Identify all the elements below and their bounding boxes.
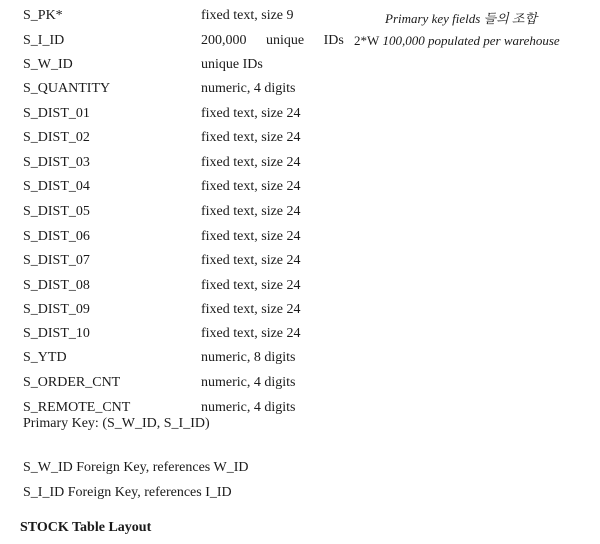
field-name: S_DIST_03: [23, 155, 90, 170]
field-description: fixed text, size 24: [201, 106, 301, 121]
field-name: S_DIST_07: [23, 253, 90, 268]
field-name: S_DIST_08: [23, 278, 90, 293]
field-name: S_I_ID: [23, 33, 65, 48]
field-row-s-pk: [0, 8, 600, 32]
field-name: S_DIST_05: [23, 204, 90, 219]
field-name: S_DIST_09: [23, 302, 90, 317]
field-description: fixed text, size 24: [201, 326, 301, 341]
field-description: unique IDs: [201, 57, 263, 72]
table-title: STOCK Table Layout: [20, 520, 152, 535]
field-description: 200,000 unique IDs: [201, 33, 344, 48]
field-row-s-i-id: [0, 33, 600, 57]
field-description: fixed text, size 24: [201, 179, 301, 194]
field-name: S_W_ID: [23, 57, 73, 72]
foreign-key-line: S_W_ID Foreign Key, references W_ID: [23, 460, 249, 475]
field-row-s-dist-02: [0, 130, 600, 154]
field-note: Primary key fields 들의 조합: [385, 11, 538, 26]
field-row-s-order-cnt: [0, 375, 600, 399]
field-row-s-dist-10: [0, 326, 600, 350]
field-description: numeric, 4 digits: [201, 400, 296, 415]
field-row-s-dist-09: [0, 302, 600, 326]
field-name: S_YTD: [23, 350, 67, 365]
field-description: fixed text, size 24: [201, 278, 301, 293]
field-row-s-dist-01: [0, 106, 600, 130]
field-row-s-dist-04: [0, 179, 600, 203]
field-row-s-dist-03: [0, 155, 600, 179]
field-note: [354, 33, 560, 49]
field-description: numeric, 4 digits: [201, 81, 296, 96]
field-description: fixed text, size 24: [201, 155, 301, 170]
field-note-lead: 2*W: [354, 33, 380, 48]
field-name: S_DIST_01: [23, 106, 90, 121]
field-row-s-quantity: [0, 81, 600, 105]
field-description: numeric, 8 digits: [201, 350, 296, 365]
field-description: fixed text, size 24: [201, 204, 301, 219]
field-description: fixed text, size 24: [201, 302, 301, 317]
foreign-key-line: S_I_ID Foreign Key, references I_ID: [23, 485, 232, 500]
field-name: S_DIST_06: [23, 229, 90, 244]
field-name: S_DIST_02: [23, 130, 90, 145]
field-name: S_REMOTE_CNT: [23, 400, 131, 415]
field-row-s-w-id: [0, 57, 600, 81]
field-row-s-dist-06: [0, 229, 600, 253]
field-row-s-dist-07: [0, 253, 600, 277]
field-row-s-ytd: [0, 350, 600, 374]
field-note-text: 100,000 populated per warehouse: [382, 33, 560, 48]
field-description: fixed text, size 24: [201, 229, 301, 244]
field-name: S_DIST_04: [23, 179, 90, 194]
field-description: numeric, 4 digits: [201, 375, 296, 390]
field-name: S_QUANTITY: [23, 81, 111, 96]
field-row-s-dist-08: [0, 278, 600, 302]
field-row-s-dist-05: [0, 204, 600, 228]
field-name: S_DIST_10: [23, 326, 90, 341]
primary-key-line: Primary Key: (S_W_ID, S_I_ID): [23, 416, 210, 431]
field-name: S_ORDER_CNT: [23, 375, 121, 390]
field-description: fixed text, size 24: [201, 130, 301, 145]
field-description: fixed text, size 9: [201, 8, 294, 23]
field-description: fixed text, size 24: [201, 253, 301, 268]
field-name: S_PK*: [23, 8, 63, 23]
